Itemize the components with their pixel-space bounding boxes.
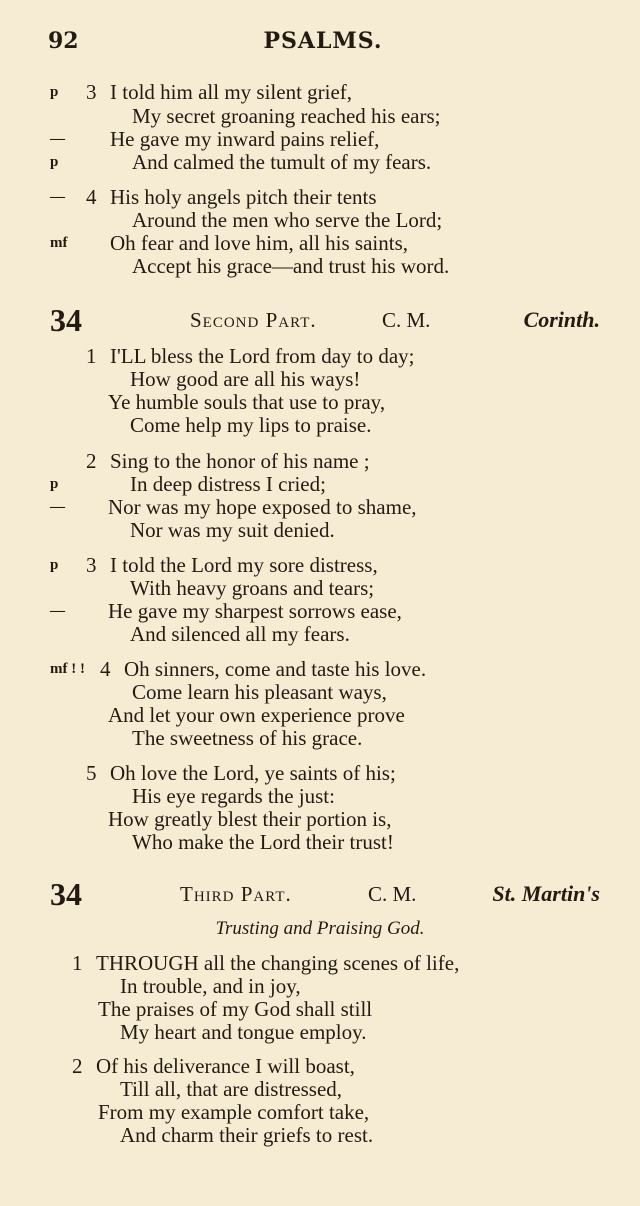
verse-number: 3 [86,553,97,577]
verse-line: Nor was my hope exposed to shame, [108,495,417,519]
verse-line: Till all, that are distressed, [120,1077,343,1101]
verse-line: And calmed the tumult of my fears. [132,150,432,174]
verse-line: Accept his grace—and trust his word. [132,254,450,278]
dynamic-mark: p [50,476,59,492]
verse-line: How good are all his ways! [130,367,361,391]
dynamic-mark: — [50,131,65,147]
meter-label: C. M. [368,882,417,906]
verse-number: 3 [86,80,97,104]
verse-line: With heavy groans and tears; [130,576,375,600]
page-header [48,28,598,62]
page-number: 92 [48,28,79,54]
verse-line: My heart and tongue employ. [120,1020,367,1044]
psalm-number: 34 [50,302,82,338]
verse-number: 1 [86,344,97,368]
verse-line: In deep distress I cried; [130,472,326,496]
verse-number: 4 [86,185,97,209]
verse-line: I'LL bless the Lord from day to day; [110,344,415,368]
part-label: Third Part. [180,882,292,906]
meter-label: C. M. [382,308,431,332]
verse-line: His eye regards the just: [132,784,335,808]
verse-line: Oh fear and love him, all his saints, [110,231,409,255]
verse-line: He gave my inward pains relief, [110,127,380,151]
verse-line: I told the Lord my sore distress, [110,553,378,577]
tune-name: Corinth. [523,307,600,332]
dynamic-mark: — [50,189,65,205]
part-label: Second Part. [190,308,317,332]
dynamic-mark: p [50,557,59,573]
verse-line: Ye humble souls that use to pray, [108,390,386,414]
verse-number: 2 [72,1054,83,1078]
verse-line: How greatly blest their portion is, [108,807,392,831]
verse-line: He gave my sharpest sorrows ease, [108,599,402,623]
verse-line: The praises of my God shall still [98,997,373,1021]
section-heading-third-part [50,874,600,914]
verse-line: My secret groaning reached his ears; [132,104,441,128]
verse-line: The sweetness of his grace. [132,726,363,750]
dynamic-mark: — [50,603,65,619]
verse-line: From my example comfort take, [98,1100,370,1124]
verse-line: Nor was my suit denied. [130,518,335,542]
dynamic-mark: mf [50,235,68,251]
section-heading-second-part [50,300,600,340]
verse-line: His holy angels pitch their tents [110,185,377,209]
verse-line: Sing to the honor of his name ; [110,449,370,473]
verse-line: Around the men who serve the Lord; [132,208,443,232]
verse-line: I told him all my silent grief, [110,80,353,104]
verse-line: Oh sinners, come and taste his love. [124,657,427,681]
dynamic-mark: p [50,154,59,170]
verse-line: And silenced all my fears. [130,622,350,646]
tune-name: St. Martin's [492,881,600,906]
psalm-number: 34 [50,876,82,912]
verse-line: Who make the Lord their trust! [132,830,394,854]
verse-line: Oh love the Lord, ye saints of his; [110,761,396,785]
verse-number: 1 [72,951,83,975]
verse-line: And charm their griefs to rest. [120,1123,374,1147]
dynamic-mark: p [50,84,59,100]
verse-line: Come help my lips to praise. [130,413,372,437]
verse-number: 2 [86,449,97,473]
verse-number: 4 [100,657,111,681]
verse-line: In trouble, and in joy, [120,974,301,998]
dynamic-mark: — [50,499,65,515]
verse-line: Come learn his pleasant ways, [132,680,387,704]
dynamic-mark: mf ! ! [50,661,85,677]
verse-number: 5 [86,761,97,785]
verse-line: THROUGH all the changing scenes of life, [96,951,460,975]
page-title: PSALMS. [263,28,383,54]
verse-line: Of his deliverance I will boast, [96,1054,355,1078]
verse-line: And let your own experience prove [108,703,405,727]
section-subtitle: Trusting and Praising God. [215,918,425,939]
